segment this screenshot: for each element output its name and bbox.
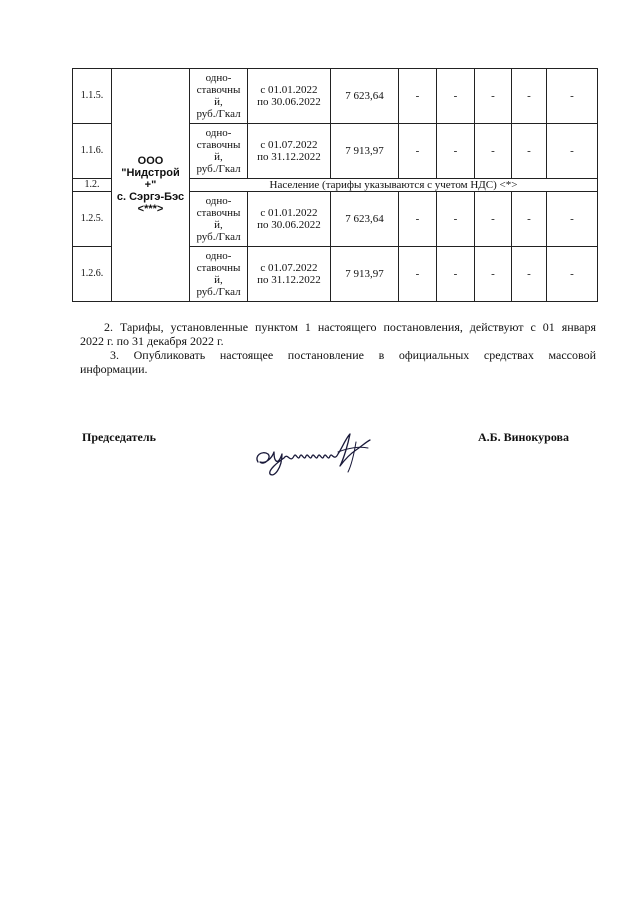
empty-cell: -: [547, 247, 598, 302]
empty-cell: -: [437, 247, 475, 302]
tariff-value: 7 623,64: [331, 192, 399, 247]
unit-line: ставочны: [196, 207, 241, 219]
organization-cell: [112, 69, 190, 302]
empty-cell: -: [475, 192, 512, 247]
empty-cell: -: [399, 124, 437, 179]
table-row: [73, 69, 598, 124]
empty-cell: -: [512, 192, 547, 247]
paragraph-line: информации.: [80, 362, 148, 376]
section-title: Население (тарифы указываются с учетом НДС) <*>: [190, 179, 598, 192]
empty-cell: -: [437, 192, 475, 247]
tariff-unit: [190, 192, 248, 247]
empty-cell: -: [399, 69, 437, 124]
empty-cell: -: [547, 192, 598, 247]
tariff-unit: [190, 124, 248, 179]
org-line: с. Сэргэ-Бэс: [116, 191, 185, 203]
empty-cell: -: [475, 69, 512, 124]
org-line: +": [144, 179, 157, 191]
row-number: 1.2.5.: [73, 192, 112, 247]
unit-line: одно-: [205, 195, 232, 207]
tariff-value: 7 913,97: [331, 247, 399, 302]
paragraph-tariff-validity: [80, 320, 596, 348]
tariff-unit: [190, 69, 248, 124]
unit-line: ставочны: [196, 139, 241, 151]
tariff-value: 7 623,64: [331, 69, 399, 124]
period-line: с 01.07.2022: [260, 262, 318, 274]
empty-cell: -: [437, 124, 475, 179]
empty-cell: -: [437, 69, 475, 124]
period-line: с 01.01.2022: [260, 84, 318, 96]
unit-line: руб./Гкал: [196, 231, 241, 243]
signatory-name: А.Б. Винокурова: [478, 430, 570, 444]
unit-line: руб./Гкал: [196, 163, 241, 175]
period-line: с 01.07.2022: [260, 139, 318, 151]
row-number: 1.1.5.: [73, 69, 112, 124]
paragraph-line: 2022 г. по 31 декабря 2022 г.: [80, 334, 224, 348]
tariff-table: [72, 68, 598, 302]
paragraph-publication: [80, 348, 596, 376]
unit-line: ставочны: [196, 84, 241, 96]
unit-line: одно-: [205, 72, 232, 84]
unit-line: одно-: [205, 250, 232, 262]
unit-line: руб./Гкал: [196, 108, 241, 120]
empty-cell: -: [547, 69, 598, 124]
empty-cell: -: [512, 247, 547, 302]
period-line: по 31.12.2022: [257, 151, 321, 163]
empty-cell: -: [399, 192, 437, 247]
empty-cell: -: [475, 247, 512, 302]
tariff-unit: [190, 247, 248, 302]
tariff-period: [248, 69, 331, 124]
unit-line: й,: [214, 96, 223, 108]
empty-cell: -: [547, 124, 598, 179]
signatory-title: Председатель: [82, 430, 156, 444]
handwritten-signature: [252, 428, 376, 482]
empty-cell: -: [399, 247, 437, 302]
row-number: 1.2.: [73, 179, 112, 192]
tariff-period: [248, 192, 331, 247]
org-line: <***>: [137, 203, 164, 215]
unit-line: й,: [214, 274, 223, 286]
empty-cell: -: [512, 124, 547, 179]
period-line: с 01.01.2022: [260, 207, 318, 219]
empty-cell: -: [475, 124, 512, 179]
tariff-period: [248, 247, 331, 302]
unit-line: й,: [214, 151, 223, 163]
unit-line: й,: [214, 219, 223, 231]
period-line: по 31.12.2022: [257, 274, 321, 286]
org-line: "Нидстрой: [121, 167, 180, 179]
paragraph-line: 3. Опубликовать настоящее постановление в официальных средствах массовой: [110, 348, 596, 362]
unit-line: одно-: [205, 127, 232, 139]
unit-line: ставочны: [196, 262, 241, 274]
tariff-period: [248, 124, 331, 179]
row-number: 1.1.6.: [73, 124, 112, 179]
unit-line: руб./Гкал: [196, 286, 241, 298]
period-line: по 30.06.2022: [257, 219, 321, 231]
empty-cell: -: [512, 69, 547, 124]
org-line: ООО: [137, 155, 164, 167]
paragraph-line: 2. Тарифы, установленные пунктом 1 настоящего постановления, действуют с 01 января: [104, 320, 596, 334]
row-number: 1.2.6.: [73, 247, 112, 302]
period-line: по 30.06.2022: [257, 96, 321, 108]
tariff-value: 7 913,97: [331, 124, 399, 179]
